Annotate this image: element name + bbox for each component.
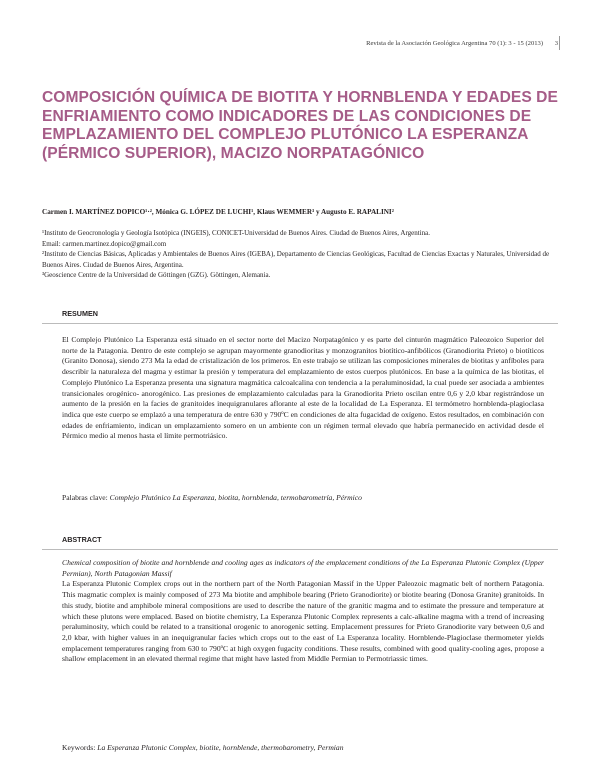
affiliation-email: Email: carmen.martinez.dopico@gmail.com [42,239,167,248]
abstract-rule [42,549,558,550]
resumen-keywords-label: Palabras clave: [62,493,108,502]
abstract-keywords-label: Keywords: [62,743,96,752]
abstract-heading: ABSTRACT [62,535,102,544]
resumen-text: El Complejo Plutónico La Esperanza está situado en el sector norte del Macizo Norpatagónico y es parte del cinturón magmático Paleozoico Superior del norte de la Patagonia. Dentro de este complejo se agrupan mayormente granodioritas y monzogranitos biotítico-anfibólicos (Granodiorita Prieto) o biotíticos (Granito Donosa), siendo 273 Ma la edad de cristalización de los primeros. En este trabajo se utilizan las composiciones minerales de biotitas y anfíboles para describir la naturaleza del magma y estimar la presión y temperatura del emplazamiento de estos cuerpos plutónicos. En base a la química de las biotitas, el Complejo Plutónico La Esperanza presenta una signatura magmática calcoalcalina con tendencia a la peraluminosidad, la cual puede ser asociada a ambientes transicionales orogénico- anorogénico. Las presiones de emplazamiento calculadas para la Granodiorita Prieto oscilan entre 0,6 y 2,0 kbar registrándose un aumento de la presión en la facies de granitoides inequigranulares aflorante al este de la localidad de La Esperanza. El termómetro hornblenda-plagioclasa indica que este cuerpo se emplazó a una temperatura de entre 630 y 790ºC en condiciones de alta fugacidad de oxígeno. Estos resultados, en combinación con edades de enfriamiento, indican un emplazamiento somero en un ambiente con un régimen termal elevado que habría permanecido en actividad desde el Pérmico medio al menos hasta el límite permotriásico. [62,335,544,441]
resumen-heading: RESUMEN [62,309,98,318]
header-divider [559,36,560,50]
affiliation-3: ³Geoscience Centre de la Universidad de Göttingen (GZG). Göttingen, Alemania. [42,271,271,279]
resumen-body [62,335,544,442]
abstract-keywords-text: La Esperanza Plutonic Complex, biotite, hornblende, thermobarometry, Permian [97,743,344,752]
affiliation-2: ²Instituto de Ciencias Básicas, Aplicadas y Ambientales de Buenos Aires (IGEBA), Departamento de Ciencias Geológicas, Facultad de Ciencias Exactas y Naturales, Universidad de Buenos Aires. Ciudad de Buenos Aires, Argentina. [42,250,550,269]
article-title: COMPOSICIÓN QUÍMICA DE BIOTITA Y HORNBLENDA Y EDADES DE ENFRIAMIENTO COMO INDICADORES DE LAS CONDICIONES DE EMPLAZAMIENTO DEL COMPLEJO PLUTÓNICO LA ESPERANZA (PÉRMICO SUPERIOR), MACIZO NORPATAGÓNICO [42,89,558,162]
abstract-keywords [62,743,544,752]
affiliation-1: ¹Instituto de Geocronología y Geología Isotópica (INGEIS), CONICET-Universidad de Buenos Aires. Ciudad de Buenos Aires, Argentina. [42,229,431,237]
affiliations [42,228,558,281]
journal-header [366,40,558,47]
resumen-keywords-text: Complejo Plutónico La Esperanza, biotita, hornblenda, termobarometría, Pérmico [109,493,362,502]
resumen-keywords [62,493,544,502]
abstract-title: Chemical composition of biotite and hornblende and cooling ages as indicators of the emplacement conditions of the La Esperanza Plutonic Complex (Upper Permian), North Patagonian Massif [62,558,544,578]
resumen-rule [42,323,558,324]
abstract-text: La Esperanza Plutonic Complex crops out in the northern part of the North Patagonian Massif in the Upper Paleozoic magmatic belt of northern Patagonia. This magmatic complex is mainly composed of 273 Ma biotite and amphibole bearing (Prieto Granodiorite) or biotite bearing (Donosa Granite) granitoids. In this study, biotite and amphibole mineral compositions are used to describe the nature of the granitic magma and to estimate the pressure and temperature at which these plutons were emplaced. Based on biotite chemistry, La Esperanza Plutonic Complex represents a calc-alkaline magma with a trend of increasing peraluminosity, which could be related to a transitional orogenic to anorogenic setting. Emplacement pressures for Prieto Granodiorite vary between 0,6 and 2,0 kbar, with higher values in an inequigranular facies which crops out to the east of La Esperanza locality. Hornblende-Plagioclase thermometer yields emplacement temperatures ranging from 630 to 790ºC at high oxygen fugacity conditions. These results, combined with good quality-cooling ages, propose a shallow emplacement in an elevated thermal regime that might have lasted from Middle Permian to Permotriassic times. [62,579,544,664]
journal-citation: Revista de la Asociación Geológica Argentina 70 (1): 3 - 15 (2013) [366,40,544,47]
page-number: 3 [554,40,558,47]
author-list: Carmen I. MARTÍNEZ DOPICO¹·², Mónica G. LÓPEZ DE LUCHI¹, Klaus WEMMER³ y Augusto E. RAPALINI² [42,208,394,216]
abstract-body [62,558,544,665]
